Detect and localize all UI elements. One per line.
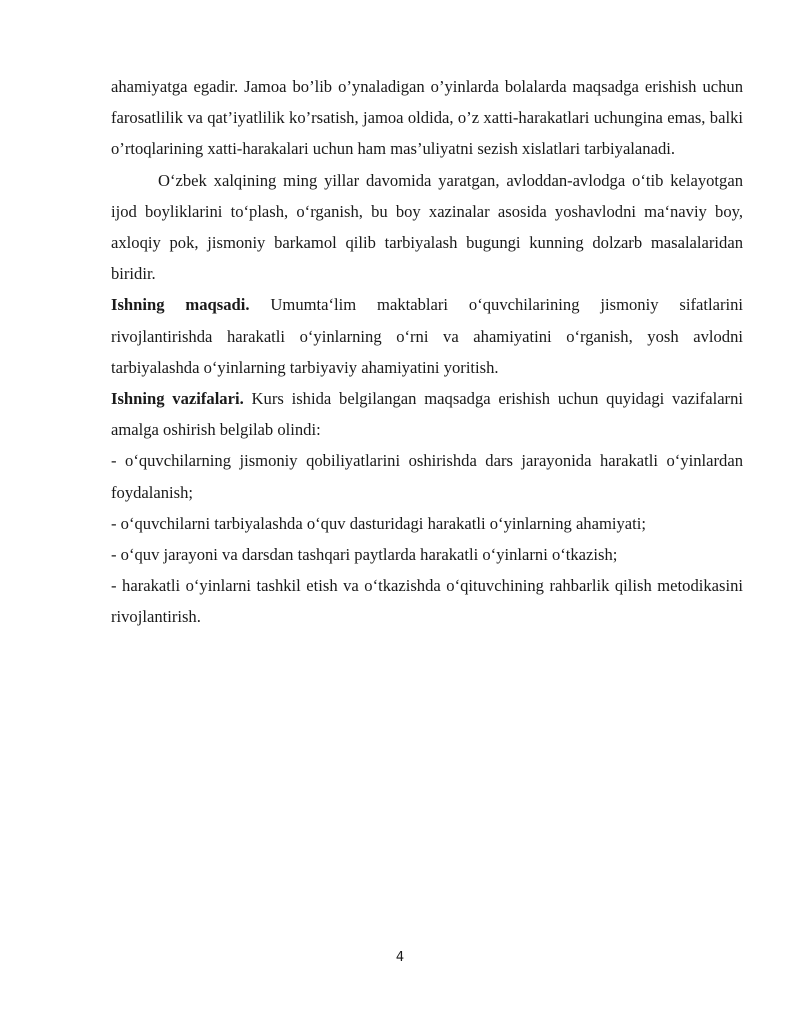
paragraph-2: O‘zbek xalqining ming yillar davomida yaratgan, avloddan-avlodga o‘tib kelayotgan ijod boyliklarini to‘plash, o‘rganish, bu boy xazinalar asosida yoshavlodni ma‘naviy boy, axloqiy pok, jismoniy barkamol qilib tarbiyalash bugungi kunning dolzarb masalalaridan biridir.: [111, 170, 743, 284]
paragraph-1: ahamiyatga egadir. Jamoa bo’lib o’ynaladigan o’yinlarda bolalarda maqsadga erishish uchun farosatlilik va qat’iyatlilik ko’rsatish, jamoa oldida, o’z xatti-harakatlari uchungina emas, balki o’rtoqlarining xatti-harakalari uchun ham mas’uliyatni sezish xislatlari tarbiyalanadi.: [111, 77, 743, 159]
tasks-text: Kurs ishida belgilangan maqsadga erishish uchun quyidagi vazifalarni amalga oshirish belgilab olindi:: [111, 389, 743, 440]
list-item: - harakatli o‘yinlarni tashkil etish va o‘tkazishda o‘qituvchining rahbarlik qilish metodikasini rivojlantirish.: [111, 576, 743, 627]
list-item: - o‘quvchilarning jismoniy qobiliyatlarini oshirishda dars jarayonida harakatli o‘yinlardan foydalanish;: [111, 451, 743, 502]
page-number: 4: [395, 950, 405, 965]
paragraph-tasks: [111, 383, 743, 445]
list-item: - o‘quvchilarni tarbiyalashda o‘quv dasturidagi harakatli o‘yinlarning ahamiyati;: [111, 513, 646, 533]
document-body: [111, 71, 743, 633]
list-item: - o‘quv jarayoni va darsdan tashqari paytlarda harakatli o‘yinlarni o‘tkazish;: [111, 545, 618, 565]
paragraph-goal: [111, 289, 743, 383]
goal-heading: Ishning maqsadi.: [111, 295, 250, 315]
goal-text: Umumta‘lim maktablari o‘quvchilarining jismoniy sifatlarini rivojlantirishda harakatli o‘yinlarning o‘rni va ahamiyatini o‘rganish, yosh avlodni tarbiyalashda o‘yinlarning tarbiyaviy ahamiyatini yoritish.: [111, 295, 743, 377]
tasks-heading: Ishning vazifalari.: [111, 389, 244, 409]
